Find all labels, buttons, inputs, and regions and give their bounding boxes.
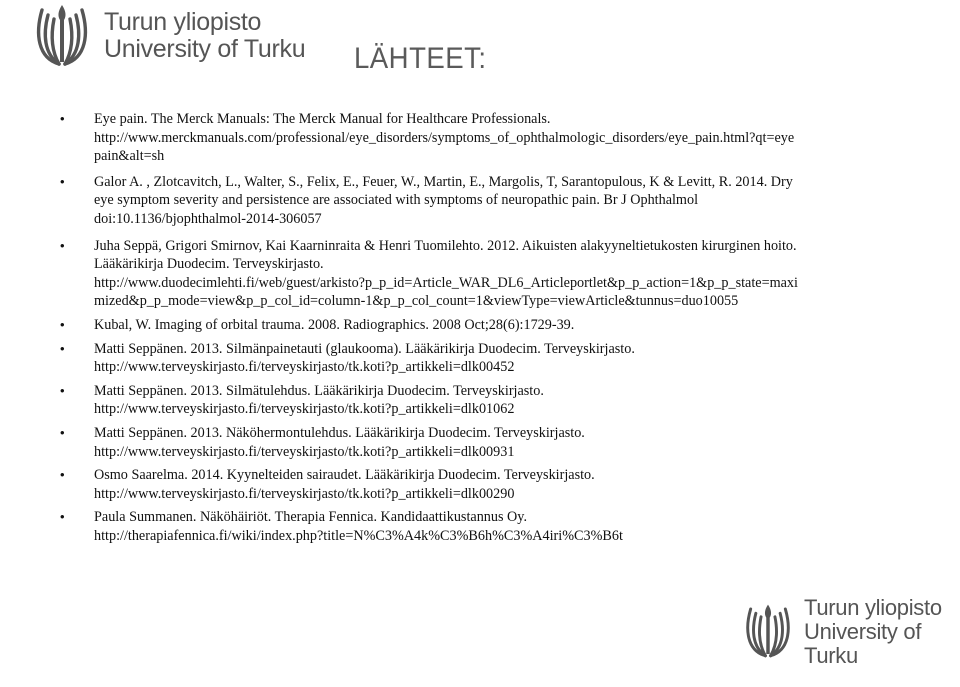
page-title: LÄHTEET: (354, 42, 487, 75)
university-logo-footer (742, 596, 960, 667)
reference-line: http://therapiafennica.fi/wiki/index.php?title=N%C3%A4k%C3%B6h%C3%A4iri%C3%B6t (94, 527, 623, 544)
reference-item (0, 110, 960, 166)
reference-list (0, 110, 960, 545)
reference-line: doi:10.1136/bjophthalmol-2014-306057 (94, 210, 322, 227)
reference-line: • Osmo Saarelma. 2014. Kyynelteiden sairaudet. Lääkärikirja Duodecim. Terveyskirjasto. (94, 467, 595, 484)
reference-line: http://www.merckmanuals.com/professional/eye_disorders/symptoms_of_ophthalmologic_disorders/eye_pain.html?qt=eye (94, 129, 795, 146)
reference-item (0, 466, 960, 503)
reference-line: http://www.terveyskirjasto.fi/terveyskirjasto/tk.koti?p_artikkeli=dlk00452 (94, 359, 515, 376)
university-emblem-icon (32, 2, 92, 70)
reference-item (0, 424, 960, 461)
reference-line: http://www.terveyskirjasto.fi/terveyskirjasto/tk.koti?p_artikkeli=dlk00290 (94, 485, 515, 502)
reference-line: Lääkärikirja Duodecim. Terveyskirjasto. (94, 256, 324, 273)
reference-line: • Eye pain. The Merck Manuals: The Merck Manual for Healthcare Professionals. (94, 111, 551, 127)
university-emblem-icon (742, 602, 794, 661)
logo-line-finnish: Turun yliopisto (104, 8, 262, 36)
reference-line: http://www.terveyskirjasto.fi/terveyskirjasto/tk.koti?p_artikkeli=dlk00931 (94, 443, 515, 460)
reference-line: • Kubal, W. Imaging of orbital trauma. 2008. Radiographics. 2008 Oct;28(6):1729-39. (94, 316, 575, 333)
reference-line: • Galor A. , Zlotcavitch, L., Walter, S., Felix, E., Feuer, W., Martin, E., Margolis, T, Sarantopulous, K & Levitt, R. 2014. Dry (94, 173, 793, 190)
reference-line: http://www.duodecimlehti.fi/web/guest/arkisto?p_p_id=Article_WAR_DL6_Articleportlet&p_p_action=1&p_p_state=maxi (94, 274, 798, 291)
reference-line: pain&alt=sh (94, 148, 165, 165)
reference-line: mized&p_p_mode=view&p_p_col_id=column-1&p_p_col_count=1&viewType=viewArticle&tunnus=duo10055 (94, 293, 739, 310)
reference-item (0, 173, 960, 229)
reference-line: • Matti Seppänen. 2013. Silmätulehdus. Lääkärikirja Duodecim. Terveyskirjasto. (94, 382, 544, 399)
logo-wordmark (804, 596, 960, 667)
logo-wordmark (104, 9, 305, 63)
reference-line: • Matti Seppänen. 2013. Silmänpainetauti (glaukooma). Lääkärikirja Duodecim. Terveyskirjasto. (94, 340, 635, 357)
reference-item (0, 382, 960, 419)
reference-item (0, 316, 960, 335)
logo-line-english: University of Turku (104, 35, 306, 63)
reference-line: • Paula Summanen. Näköhäiriöt. Therapia Fennica. Kandidaattikustannus Oy. (94, 509, 528, 526)
logo-line-finnish: Turun yliopisto (804, 595, 942, 620)
reference-line: • Matti Seppänen. 2013. Näköhermontulehdus. Lääkärikirja Duodecim. Terveyskirjasto. (94, 424, 585, 441)
reference-item (0, 340, 960, 377)
reference-line: http://www.terveyskirjasto.fi/terveyskirjasto/tk.koti?p_artikkeli=dlk01062 (94, 401, 515, 418)
reference-line: eye symptom severity and persistence are associated with symptoms of neuropathic pain. Br J Ophthalmol (94, 192, 699, 209)
university-logo (32, 2, 305, 70)
reference-item (0, 237, 960, 311)
logo-line-english: University of Turku (804, 618, 922, 668)
reference-line: • Juha Seppä, Grigori Smirnov, Kai Kaarninraita & Henri Tuomilehto. 2012. Aikuisten alakyyneltietukosten kirurginen hoito. (94, 237, 797, 254)
reference-item (0, 508, 960, 545)
